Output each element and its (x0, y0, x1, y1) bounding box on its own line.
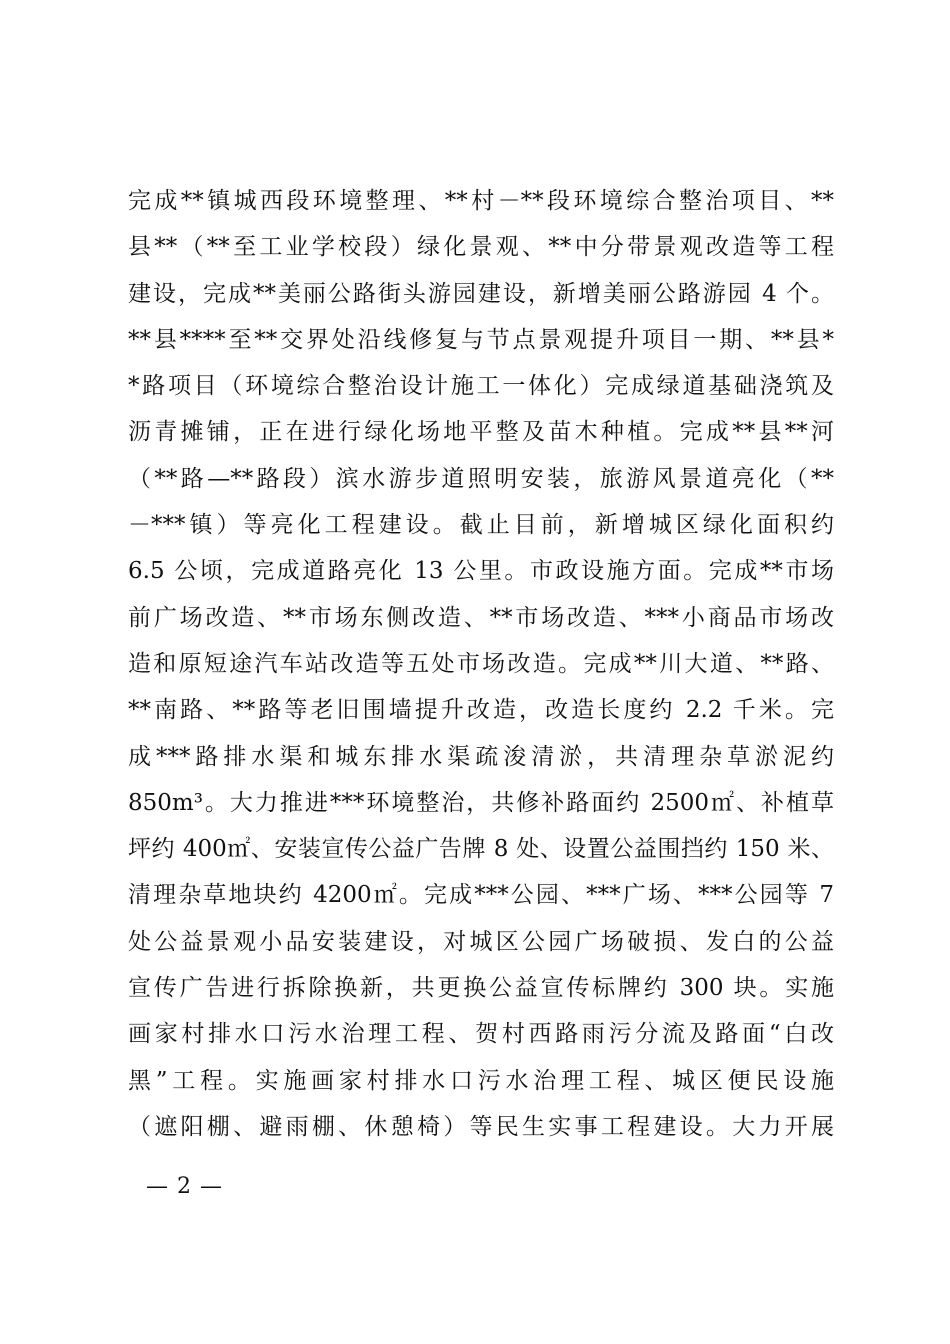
text-line: 画家村排水口污水治理工程、贺村西路雨污分流及路面“白改 (128, 1021, 834, 1048)
text-line: 6.5 公顷，完成道路亮化 13 公里。市政设施方面。完成**市场 (128, 558, 834, 585)
text-line: **县****至**交界处沿线修复与节点景观提升项目一期、**县* (128, 326, 834, 353)
text-line: －***镇）等亮化工程建设。截止目前，新增城区绿化面积约 (128, 512, 834, 539)
text-line: **南路、**路等老旧围墙提升改造，改造长度约 2.2 千米。完 (128, 697, 834, 724)
text-line: 成***路排水渠和城东排水渠疏浚清淤，共清理杂草淤泥约 (128, 743, 834, 770)
text-line: *路项目（环境综合整治设计施工一体化）完成绿道基础浇筑及 (128, 373, 834, 400)
text-line: 建设，完成**美丽公路街头游园建设，新增美丽公路游园 4 个。 (128, 280, 834, 307)
text-line: 处公益景观小品安装建设，对城区公园广场破损、发白的公益 (128, 928, 834, 955)
body-paragraph (128, 178, 834, 1150)
text-line: 清理杂草地块约 4200㎡。完成***公园、***广场、***公园等 7 (128, 882, 834, 909)
text-line: 黑”工程。实施画家村排水口污水治理工程、城区便民设施 (128, 1067, 834, 1094)
text-line: 完成**镇城西段环境整理、**村－**段环境综合整治项目、** (128, 188, 834, 214)
text-line: （遮阳棚、避雨棚、休憩椅）等民生实事工程建设。大力开展 (128, 1113, 834, 1140)
text-line: 县**（**至工业学校段）绿化景观、**中分带景观改造等工程 (128, 234, 834, 261)
text-line: 沥青摊铺，正在进行绿化场地平整及苗木种植。完成**县**河 (128, 419, 834, 446)
text-line: 前广场改造、**市场东侧改造、**市场改造、***小商品市场改 (128, 604, 834, 631)
text-line: 造和原短途汽车站改造等五处市场改造。完成**川大道、**路、 (128, 650, 834, 677)
text-line: （**路—**路段）滨水游步道照明安装，旅游风景道亮化（** (128, 465, 834, 492)
page-number: — 2 — (146, 1174, 223, 1199)
text-line: 宣传广告进行拆除换新，共更换公益宣传标牌约 300 块。实施 (128, 975, 834, 1002)
text-line: 坪约 400㎡、安装宣传公益广告牌 8 处、设置公益围挡约 150 米、 (128, 836, 834, 863)
text-line: 850m³。大力推进***环境整治，共修补路面约 2500㎡、补植草 (128, 789, 834, 816)
